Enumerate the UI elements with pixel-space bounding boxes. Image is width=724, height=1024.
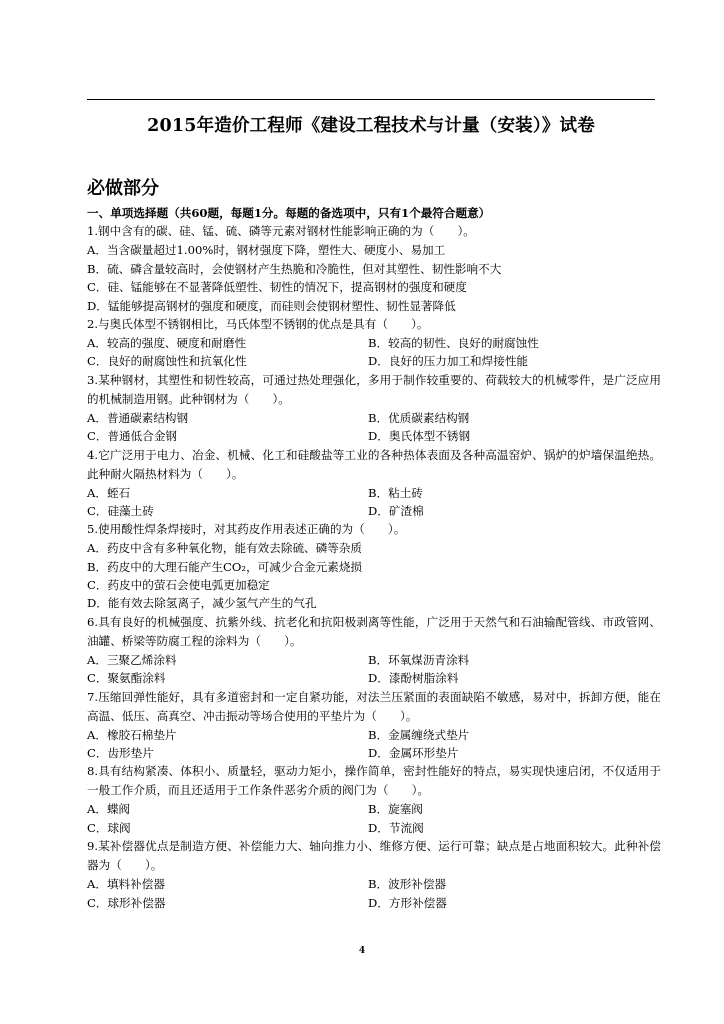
answer-option: B．硫、磷含量较高时，会使钢材产生热脆和冷脆性，但对其塑性、韧性影响不大 bbox=[87, 261, 502, 276]
question-item bbox=[87, 520, 661, 613]
answer-option: C．良好的耐腐蚀性和抗氧化性 bbox=[87, 354, 247, 369]
answer-option: C．球形补偿器 bbox=[87, 895, 166, 910]
answer-option: A．蝶阀 bbox=[87, 802, 131, 817]
answer-option: C．硅、锰能够在不显著降低塑性、韧性的情况下，提高钢材的强度和硬度 bbox=[87, 280, 467, 295]
question-text: 1.钢中含有的碳、硅、锰、硫、磷等元素对钢材性能影响正确的为（ ）。 bbox=[87, 224, 475, 239]
question-text: 4.它广泛用于电力、冶金、机械、化工和硅酸盐等工业的各种热体表面及各种高温窑炉、锅炉的炉墙保温绝热。此种耐火隔热材料为（ ）。 bbox=[87, 447, 661, 481]
question-item bbox=[87, 446, 661, 521]
answer-option: D．能有效去除氢离子，减少氢气产生的气孔 bbox=[87, 596, 317, 611]
option-list bbox=[87, 334, 661, 371]
answer-option: D．奥氏体型不锈钢 bbox=[368, 429, 471, 444]
option-list bbox=[87, 875, 661, 912]
answer-option: D．方形补偿器 bbox=[368, 895, 447, 910]
answer-option: D．锰能够提高钢材的强度和硬度，而硅则会使钢材塑性、韧性显著降低 bbox=[87, 298, 456, 313]
question-text: 9.某补偿器优点是制造方便、补偿能力大、轴向推力小、维修方便、运行可靠；缺点是占地面积较大。此种补偿器为（ ）。 bbox=[87, 839, 661, 873]
question-item bbox=[87, 315, 661, 371]
answer-option: B．药皮中的大理石能产生CO₂，可减少合金元素烧损 bbox=[87, 559, 363, 574]
header-rule bbox=[87, 99, 655, 100]
answer-option: A．橡胶石棉垫片 bbox=[87, 727, 177, 742]
page-number: 4 bbox=[358, 946, 366, 956]
question-item bbox=[87, 613, 661, 688]
question-text: 8.具有结构紧凑、体积小、质量轻，驱动力矩小，操作简单，密封性能好的特点，易实现快速启闭，不仅适用于一般工作介质，而且还适用于工作条件恶劣介质的阀门为（ ）。 bbox=[87, 764, 661, 798]
answer-option: A．蛭石 bbox=[87, 485, 131, 500]
section-heading: 必做部分 bbox=[87, 178, 159, 199]
answer-option: C．聚氨酯涂料 bbox=[87, 671, 166, 686]
answer-option: D．节流阀 bbox=[368, 820, 424, 835]
answer-option: B．旋塞阀 bbox=[368, 802, 423, 817]
answer-option: B．优质碳素结构钢 bbox=[368, 410, 470, 425]
answer-option: C．球阀 bbox=[87, 820, 131, 835]
answer-option: B．粘土砖 bbox=[368, 485, 423, 500]
answer-option: D．金属环形垫片 bbox=[368, 746, 459, 761]
option-list bbox=[87, 800, 661, 837]
question-content bbox=[87, 204, 661, 912]
question-text: 5.使用酸性焊条焊接时，对其药皮作用表述正确的为（ ）。 bbox=[87, 522, 406, 537]
answer-option: A．填料补偿器 bbox=[87, 877, 165, 892]
question-text: 2.与奥氏体型不锈钢相比，马氏体型不锈钢的优点是具有（ ）。 bbox=[87, 316, 429, 331]
answer-option: A．药皮中含有多种氧化物，能有效去除硫、磷等杂质 bbox=[87, 541, 363, 556]
option-list bbox=[87, 484, 661, 521]
answer-option: D．矿渣棉 bbox=[368, 503, 424, 518]
question-item bbox=[87, 222, 661, 315]
page-title: 2015年造价工程师《建设工程技术与计量（安装）》试卷 bbox=[147, 116, 595, 136]
option-list bbox=[87, 726, 661, 763]
answer-option: A．普通碳素结构钢 bbox=[87, 410, 189, 425]
answer-option: A．较高的强度、硬度和耐磨性 bbox=[87, 335, 247, 350]
question-item bbox=[87, 837, 661, 912]
answer-option: C．齿形垫片 bbox=[87, 746, 154, 761]
question-item bbox=[87, 371, 661, 446]
answer-option: D．漆酚树脂涂料 bbox=[368, 671, 459, 686]
option-list bbox=[87, 539, 661, 613]
answer-option: B．较高的韧性、良好的耐腐蚀性 bbox=[368, 335, 539, 350]
answer-option: C．硅藻土砖 bbox=[87, 503, 154, 518]
question-text: 3.某种钢材，其塑性和韧性较高，可通过热处理强化，多用于制作较重要的、荷载较大的机械零件，是广泛应用的机械制造用钢。此种钢材为（ ）。 bbox=[87, 372, 661, 406]
question-list bbox=[87, 222, 661, 912]
option-list bbox=[87, 409, 661, 446]
answer-option: B．波形补偿器 bbox=[368, 877, 447, 892]
part-heading: 一、单项选择题（共60题，每题1分。每题的备选项中，只有1个最符合题意） bbox=[87, 206, 491, 220]
answer-option: D．良好的压力加工和焊接性能 bbox=[368, 354, 529, 369]
option-list bbox=[87, 651, 661, 688]
answer-option: A．当含碳量超过1.00%时，钢材强度下降，塑性大、硬度小、易加工 bbox=[87, 243, 446, 258]
answer-option: B．金属缠绕式垫片 bbox=[368, 727, 470, 742]
answer-option: B．环氧煤沥青涂料 bbox=[368, 652, 470, 667]
question-item bbox=[87, 762, 661, 837]
answer-option: C．普通低合金钢 bbox=[87, 429, 178, 444]
option-list bbox=[87, 241, 661, 315]
answer-option: A．三聚乙烯涂料 bbox=[87, 652, 177, 667]
question-text: 7.压缩回弹性能好，具有多道密封和一定自紧功能，对法兰压紧面的表面缺陷不敏感，易对中，拆卸方便，能在高温、低压、高真空、冲击振动等场合使用的平垫片为（ ）。 bbox=[87, 689, 661, 723]
question-text: 6.具有良好的机械强度、抗紫外线、抗老化和抗阳极剥离等性能，广泛用于天然气和石油输配管线、市政管网、油罐、桥梁等防腐工程的涂料为（ ）。 bbox=[87, 614, 661, 648]
answer-option: C．药皮中的萤石会使电弧更加稳定 bbox=[87, 578, 270, 593]
question-item bbox=[87, 688, 661, 763]
